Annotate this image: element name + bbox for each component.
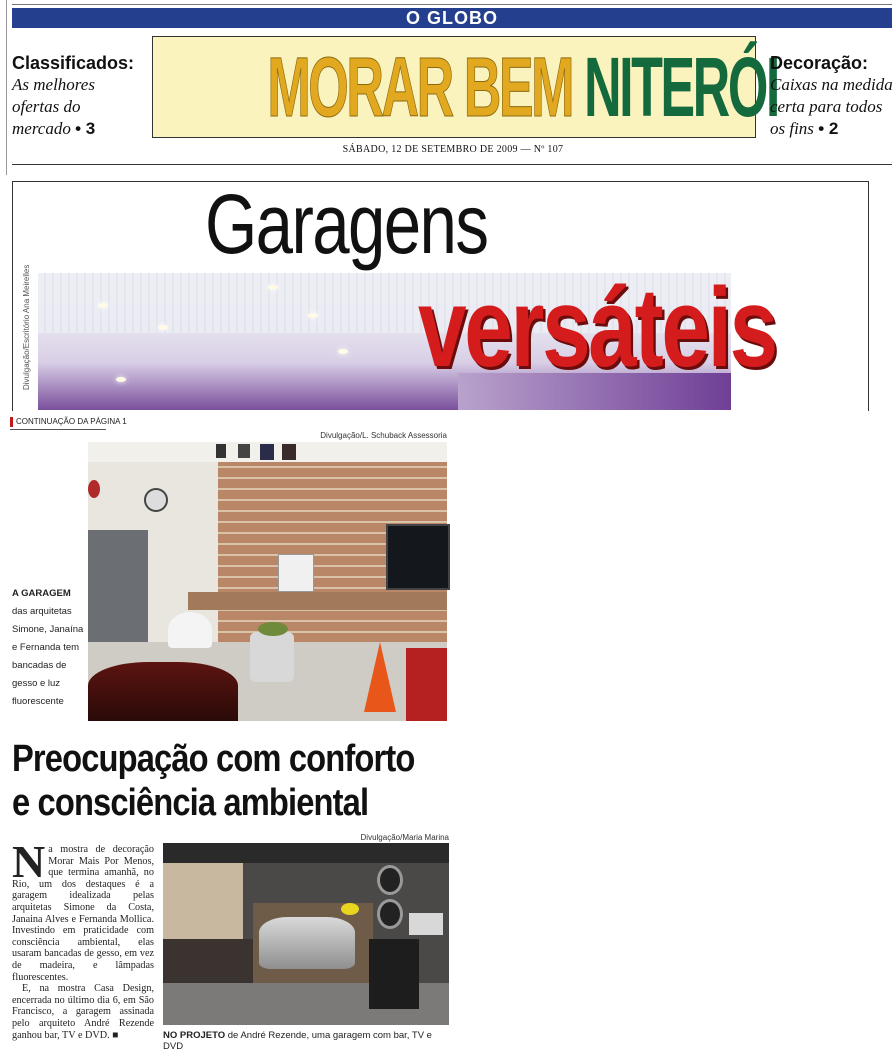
drop-cap: N bbox=[12, 836, 46, 887]
ceiling-light bbox=[308, 313, 318, 318]
page-left-border bbox=[6, 0, 7, 175]
dateline: SÁBADO, 12 DE SETEMBRO DE 2009 — Nº 107 bbox=[342, 144, 564, 155]
ceiling-light bbox=[116, 377, 126, 382]
frame bbox=[282, 444, 296, 460]
ceiling-light bbox=[158, 325, 168, 330]
tire-stool bbox=[250, 632, 294, 682]
ceiling bbox=[163, 843, 449, 863]
caption1-text: das arquitetas Simone, Janaína e Fernanda tem bancadas de gesso e luz fluorescente bbox=[12, 606, 84, 707]
right-teaser-line-last bbox=[770, 118, 894, 140]
section-title bbox=[267, 40, 778, 134]
red-cabinet bbox=[406, 648, 447, 721]
right-teaser-title: Decoração: bbox=[770, 53, 869, 73]
article-body bbox=[12, 836, 154, 1041]
car bbox=[88, 662, 238, 721]
frame bbox=[260, 444, 274, 460]
right-teaser-line: Caixas na medida bbox=[770, 75, 893, 94]
headline-line-2: e consciência ambiental bbox=[12, 782, 369, 824]
section-title-green: NITERÓI bbox=[583, 40, 778, 134]
tool-board bbox=[278, 554, 314, 592]
caption2-text: de André Rezende, uma garagem com bar, TV e DVD bbox=[163, 1030, 432, 1052]
workbench bbox=[188, 592, 447, 610]
cover-photo-credit: Divulgação/Escritório Ana Meirelles bbox=[22, 264, 31, 390]
garage-photo-2[interactable] bbox=[163, 843, 449, 1025]
yellow-helmet bbox=[341, 903, 359, 915]
frame bbox=[238, 444, 250, 458]
body-paragraph-1: a mostra de decoração Morar Mais Por Menos, que termina amanhã, no Rio, um dos destaques é a garagem idealizada pelas arquitetas Simone da Costa, Janaina Alves e Fernanda Mollica. Investindo em praticidade com consciência ambiental, elas usaram bancadas de gesso, em vez de madeira, e lâmpadas fluorescentes. bbox=[12, 844, 154, 983]
body-paragraph-2: E, na mostra Casa Design, encerrada no último dia 6, em São Francisco, a garagem assinada pelo arquiteto André Rezende ganhou bar, TV e DVD. ■ bbox=[12, 983, 154, 1041]
left-teaser-line: As melhores bbox=[12, 75, 95, 94]
left-teaser-page: • 3 bbox=[75, 119, 96, 138]
bar-shelves bbox=[163, 863, 243, 943]
white-chair bbox=[168, 612, 212, 648]
cover-headline-versateis: versáteis bbox=[418, 265, 776, 390]
right-teaser-page: • 2 bbox=[818, 119, 839, 138]
newspaper-name-bar: O GLOBO bbox=[12, 8, 892, 28]
ceiling-light bbox=[268, 285, 278, 290]
photo1-credit: Divulgação/L. Schuback Assessoria bbox=[320, 431, 447, 440]
left-teaser-line-last bbox=[12, 118, 152, 140]
right-teaser[interactable] bbox=[770, 52, 894, 140]
photo2-caption bbox=[163, 1030, 453, 1052]
right-teaser-line: certa para todos bbox=[770, 97, 883, 116]
tire-decor bbox=[377, 865, 403, 895]
masthead-rule bbox=[12, 164, 892, 165]
tv bbox=[386, 524, 450, 590]
plant bbox=[258, 622, 288, 636]
route-66-sign bbox=[144, 488, 168, 512]
continuation-rule bbox=[10, 429, 106, 430]
caption1-lead: A GARAGEM bbox=[12, 588, 71, 599]
tire-decor bbox=[377, 899, 403, 929]
silver-car bbox=[259, 917, 355, 969]
ceiling-light bbox=[98, 303, 108, 308]
left-teaser-line: ofertas do bbox=[12, 97, 81, 116]
laptop bbox=[409, 913, 443, 935]
garage-photo-1[interactable] bbox=[88, 442, 447, 721]
article-headline bbox=[12, 737, 415, 825]
continuation-tag: CONTINUAÇÃO DA PÁGINA 1 bbox=[10, 417, 127, 427]
round-sign bbox=[88, 480, 100, 498]
black-desk bbox=[369, 939, 419, 1009]
cover-headline-garagens: Garagens bbox=[205, 177, 488, 271]
photo2-credit: Divulgação/Maria Marina bbox=[360, 833, 449, 842]
metal-cabinet bbox=[88, 530, 148, 660]
photo1-caption bbox=[12, 585, 86, 711]
caption2-lead: NO PROJETO bbox=[163, 1030, 226, 1041]
section-title-yellow: MORAR BEM bbox=[267, 40, 572, 134]
left-teaser-title: Classificados: bbox=[12, 53, 135, 73]
ceiling-light bbox=[338, 349, 348, 354]
right-teaser-line-text: os fins bbox=[770, 119, 814, 138]
left-teaser-line-text: mercado bbox=[12, 119, 71, 138]
frame bbox=[216, 444, 226, 458]
traffic-cone bbox=[364, 642, 396, 712]
headline-line-1: Preocupação com conforto bbox=[12, 738, 415, 780]
top-rule bbox=[12, 4, 892, 5]
section-title-box bbox=[152, 36, 778, 138]
left-teaser[interactable] bbox=[12, 52, 152, 140]
